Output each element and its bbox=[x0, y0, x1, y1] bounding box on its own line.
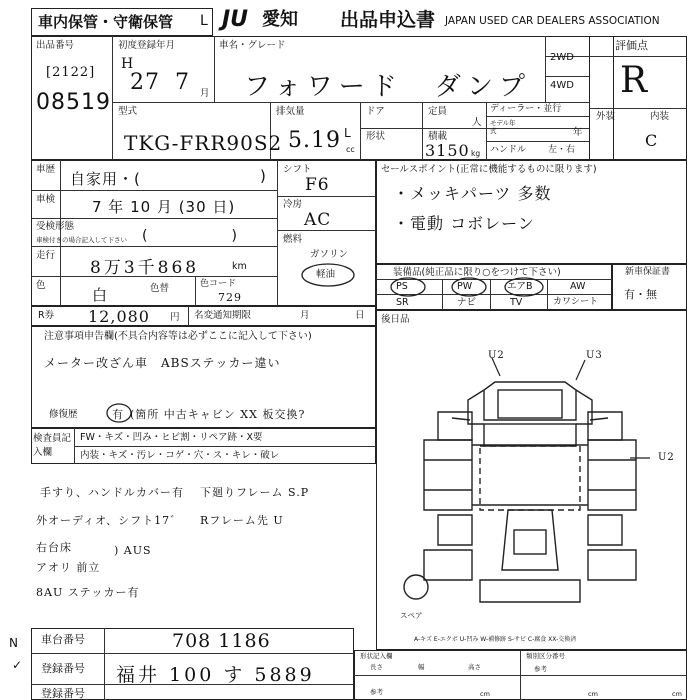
cm-unit-1: cm bbox=[480, 690, 490, 698]
equip-ps: PS bbox=[396, 281, 408, 292]
model-value: TKG-FRR90S2 bbox=[124, 131, 283, 155]
cooler-value: AC bbox=[304, 210, 332, 230]
history-paren-close: ) bbox=[260, 167, 266, 185]
plate-value: 福井 100 す 5889 bbox=[116, 664, 315, 686]
name-change-month: 月 bbox=[300, 310, 310, 321]
ref-label-2: 参考 bbox=[370, 688, 383, 696]
color-code: 729 bbox=[218, 291, 242, 304]
ref-label: 参考 bbox=[534, 665, 547, 673]
equipment-label: 装備品(純正品に限り○をつけて下さい) bbox=[393, 267, 561, 278]
handnote-2b: Rフレーム先 U bbox=[200, 514, 284, 527]
association-name: JAPAN USED CAR DEALERS ASSOCIATION bbox=[445, 15, 660, 27]
fuel-label: 燃料 bbox=[283, 234, 303, 245]
handle-label: ハンドル bbox=[490, 145, 527, 155]
accept-note: 車検付きの場合記入して下さい bbox=[36, 236, 127, 244]
repair-value: 有 bbox=[112, 408, 124, 421]
fuel-gasoline: ガソリン bbox=[310, 249, 349, 260]
inspection-value: 7 年 10 月 (30 日) bbox=[92, 198, 236, 216]
notes-label: 注意事項申告欄(不具合内容等は必ずここに記入して下さい) bbox=[44, 331, 312, 342]
equip-sr: SR bbox=[396, 297, 409, 308]
length-label: 長さ bbox=[370, 663, 383, 671]
capacity-unit: 人 bbox=[472, 117, 482, 128]
diagram-u2-top: U2 bbox=[488, 350, 505, 361]
plate-label-2: 登録番号 bbox=[41, 687, 85, 700]
height-label: 高さ bbox=[468, 663, 481, 671]
repair-detail: (箇所 中古キャビン XX 板交換? bbox=[130, 408, 306, 421]
category-label: 類別区分番号 bbox=[526, 652, 565, 660]
fuel-diesel: 軽油 bbox=[316, 269, 336, 280]
accept-paren: ( ) bbox=[142, 228, 237, 244]
sales-label: セールスポイント(正常に機能するものに限ります) bbox=[381, 164, 597, 175]
later-docs-label: 後日品 bbox=[381, 314, 410, 325]
color-code-label: 色コード bbox=[200, 279, 237, 289]
first-reg-year: 27 bbox=[130, 70, 160, 95]
inspector-row1: FW・キズ・凹み・ヒビ割・リペア跡・X要 bbox=[80, 432, 263, 443]
equip-aw: AW bbox=[570, 281, 586, 292]
name-change-label: 名変通知期限 bbox=[194, 310, 252, 321]
interior-value: C bbox=[645, 131, 659, 150]
diagram-legend: A-キズ E-エクボ U-凹み W-補修跡 S-サビ C-腐食 XX-交換済 bbox=[414, 636, 577, 643]
equip-tv: TV bbox=[510, 297, 523, 308]
exterior-label: 外装 bbox=[596, 111, 616, 122]
color-change-label: 色替 bbox=[150, 283, 170, 294]
form-title: 出品申込書 bbox=[340, 9, 436, 31]
car-name-value: フォワード ダンプ bbox=[244, 72, 531, 102]
warranty-value: 有・無 bbox=[624, 288, 657, 301]
interior-label: 内装 bbox=[650, 111, 670, 122]
cm-unit-2: cm bbox=[588, 690, 598, 698]
storage-label: 車内保管・守衛保管 bbox=[38, 13, 174, 31]
warranty-label: 新車保証書 bbox=[625, 267, 671, 277]
displacement-unit-cc: cc bbox=[346, 145, 355, 154]
repair-circle bbox=[105, 402, 133, 424]
recycle-unit: 円 bbox=[170, 312, 180, 323]
inspector-row2: 内装・キズ・汚レ・コゲ・穴・ス・キレ・破レ bbox=[80, 450, 280, 461]
handnote-3a: 右台床 bbox=[36, 541, 72, 554]
first-reg-month-unit: 月 bbox=[200, 88, 210, 99]
first-reg-month: 7 bbox=[175, 70, 190, 95]
door-label: ドア bbox=[366, 106, 385, 117]
color-label: 色 bbox=[36, 280, 46, 291]
displacement-unit-l: L bbox=[344, 126, 351, 140]
capacity-label: 定員 bbox=[428, 106, 448, 117]
ju-logo: JU bbox=[222, 7, 249, 32]
payload-label: 積載 bbox=[428, 131, 448, 142]
recycle-value: 12,080 bbox=[88, 307, 150, 326]
notes-text: メーター改ざん車 ABSステッカー違い bbox=[44, 356, 281, 370]
displacement-value: 5.19 bbox=[288, 128, 341, 153]
handnote-1a: 手すり、ハンドルカバー有 bbox=[40, 486, 184, 499]
shift-label: シフト bbox=[283, 164, 312, 175]
year-unit: 年 bbox=[573, 127, 583, 138]
car-name-label: 車名・グレード bbox=[219, 40, 286, 51]
history-value: 自家用・( bbox=[70, 170, 141, 188]
inspection-label: 車検 bbox=[36, 194, 56, 205]
handnote-3b: ) AUS bbox=[114, 544, 152, 557]
drive-2wd: 2WD bbox=[550, 52, 574, 63]
cm-unit-3: cm bbox=[672, 690, 682, 698]
width-label: 幅 bbox=[418, 663, 425, 671]
inspector-label: 検査員記入欄 bbox=[33, 433, 72, 458]
cooler-label: 冷房 bbox=[283, 199, 303, 210]
handnote-2a: 外オーディオ、シフト17゛ bbox=[36, 514, 183, 527]
handnote-5a: 8AU ステッカー有 bbox=[36, 586, 140, 599]
color-value: 白 bbox=[92, 286, 109, 304]
rating-value: R bbox=[620, 60, 649, 101]
plate-check: ✓ bbox=[12, 658, 23, 672]
mileage-label: 走行 bbox=[36, 250, 56, 261]
rating-label: 評価点 bbox=[615, 39, 648, 52]
diagram-u3-top: U3 bbox=[586, 350, 603, 361]
payload-value: 3150 bbox=[425, 141, 470, 160]
equipment-circles bbox=[386, 276, 556, 298]
sales-line1: ・メッキパーツ 多数 bbox=[393, 184, 552, 203]
rating-box bbox=[589, 36, 687, 160]
chassis-value: 708 1186 bbox=[172, 630, 271, 652]
handnote-4a: アオリ 前立 bbox=[36, 561, 101, 574]
payload-unit: kg bbox=[471, 149, 481, 158]
diagram-u2-right: U2 bbox=[658, 452, 675, 463]
handnote-1b: 下廻りフレーム S.P bbox=[200, 486, 310, 499]
entry-label: 出品番号 bbox=[36, 40, 75, 51]
history-label: 車歴 bbox=[36, 164, 56, 175]
first-reg-era: H bbox=[121, 56, 135, 72]
entry-bracket: [2122] bbox=[46, 65, 96, 80]
handle-opts: 左・右 bbox=[548, 145, 576, 155]
sales-line2: ・電動 コボレーン bbox=[393, 214, 535, 233]
plate-label: 登録番号 bbox=[41, 662, 85, 675]
recycle-label: R券 bbox=[38, 310, 55, 321]
accept-label: 受検形態 bbox=[36, 221, 75, 232]
repair-label: 修復歴 bbox=[49, 409, 78, 420]
equip-kawaseat: カワシート bbox=[553, 297, 599, 307]
equip-airbag: エアB bbox=[507, 281, 533, 292]
entry-number: 08519 bbox=[36, 90, 111, 115]
model-label: 型式 bbox=[118, 106, 138, 117]
shape-label: 形状 bbox=[366, 131, 386, 142]
chassis-label: 車台番号 bbox=[41, 633, 85, 646]
vehicle-diagram bbox=[380, 340, 680, 640]
shift-value: F6 bbox=[305, 175, 330, 195]
equip-pw: PW bbox=[457, 281, 473, 292]
displacement-label: 排気量 bbox=[276, 106, 305, 117]
name-change-day: 日 bbox=[355, 310, 365, 321]
spare-label: スペア bbox=[400, 611, 423, 620]
mileage-value: 8万3千868 bbox=[90, 258, 200, 278]
drive-4wd: 4WD bbox=[550, 80, 574, 91]
org-name: 愛知 bbox=[262, 9, 298, 30]
l-mark: L bbox=[200, 13, 208, 29]
first-reg-label: 初度登録年月 bbox=[118, 40, 176, 51]
model-year-label: モデル年式 bbox=[490, 119, 516, 135]
mileage-unit: km bbox=[232, 261, 247, 272]
equip-navi: ナビ bbox=[457, 297, 477, 308]
chassis-check: N bbox=[9, 636, 18, 650]
shape-fields-label: 形状記入欄 bbox=[360, 652, 393, 660]
dealer-label: ディーラー・並行 bbox=[490, 104, 562, 114]
fuel-circle-mark bbox=[298, 262, 358, 288]
